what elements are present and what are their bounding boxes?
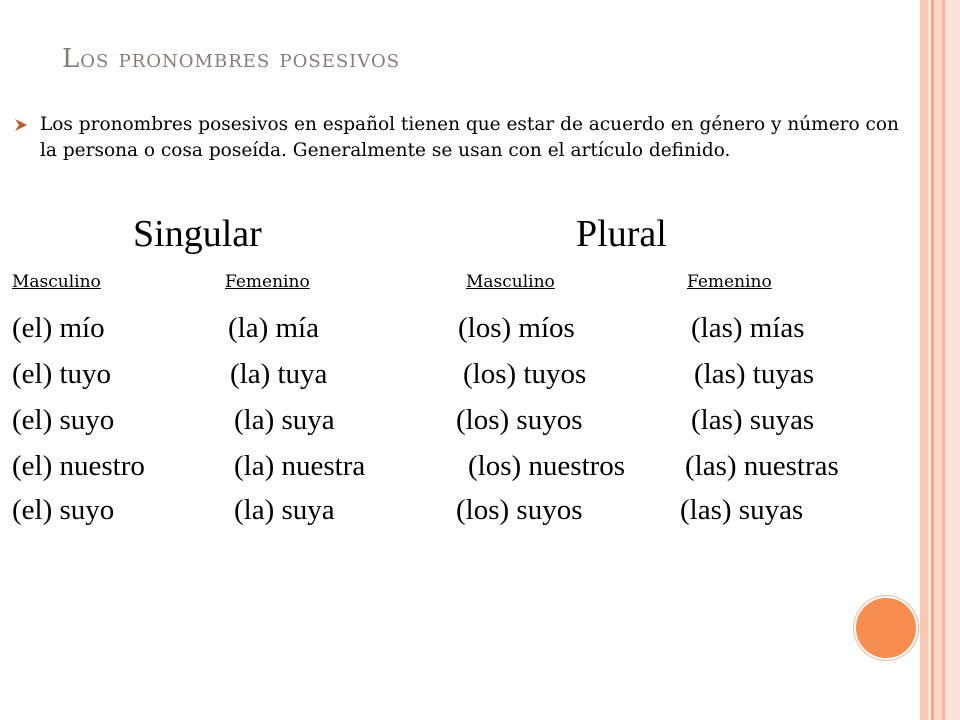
- column-header-fem-plural: Femenino: [687, 272, 772, 292]
- column-header-masc-plural: Masculino: [466, 272, 555, 292]
- table-cell: (los) suyos: [456, 494, 583, 526]
- border-stripe: [934, 0, 942, 720]
- border-stripe: [945, 0, 960, 720]
- table-cell: (la) tuya: [230, 358, 328, 390]
- table-cell: (los) suyos: [456, 404, 583, 436]
- table-cell: (las) tuyas: [694, 358, 814, 390]
- table-cell: (las) mías: [691, 312, 805, 344]
- table-cell: (la) suya: [234, 494, 335, 526]
- table-cell: (el) suyo: [12, 494, 115, 526]
- table-cell: (el) tuyo: [12, 358, 112, 390]
- slide-title: Los pronombres posesivos: [62, 44, 401, 74]
- table-cell: (la) mía: [228, 312, 319, 344]
- plural-heading: Plural: [576, 213, 667, 255]
- table-cell: (las) suyas: [691, 404, 815, 436]
- table-cell: (el) nuestro: [12, 450, 145, 482]
- table-cell: (la) suya: [234, 404, 335, 436]
- table-cell: (los) nuestros: [468, 450, 626, 482]
- table-cell: (los) míos: [458, 312, 575, 344]
- table-cell: (el) mío: [12, 312, 105, 344]
- arrow-bullet-icon: [14, 118, 28, 132]
- column-header-masc-singular: Masculino: [12, 272, 101, 292]
- table-cell: (el) suyo: [12, 404, 115, 436]
- border-stripe: [920, 0, 928, 720]
- table-cell: (las) suyas: [680, 494, 804, 526]
- decorative-circle: [854, 596, 918, 660]
- singular-heading: Singular: [133, 213, 262, 255]
- table-cell: (las) nuestras: [685, 450, 839, 482]
- table-cell: (la) nuestra: [234, 450, 366, 482]
- table-cell: (los) tuyos: [463, 358, 587, 390]
- column-header-fem-singular: Femenino: [225, 272, 310, 292]
- bullet-text: Los pronombres posesivos en español tienen que estar de acuerdo en género y número con la persona o cosa poseída. Generalmente se usan con el artículo definido.: [40, 114, 899, 161]
